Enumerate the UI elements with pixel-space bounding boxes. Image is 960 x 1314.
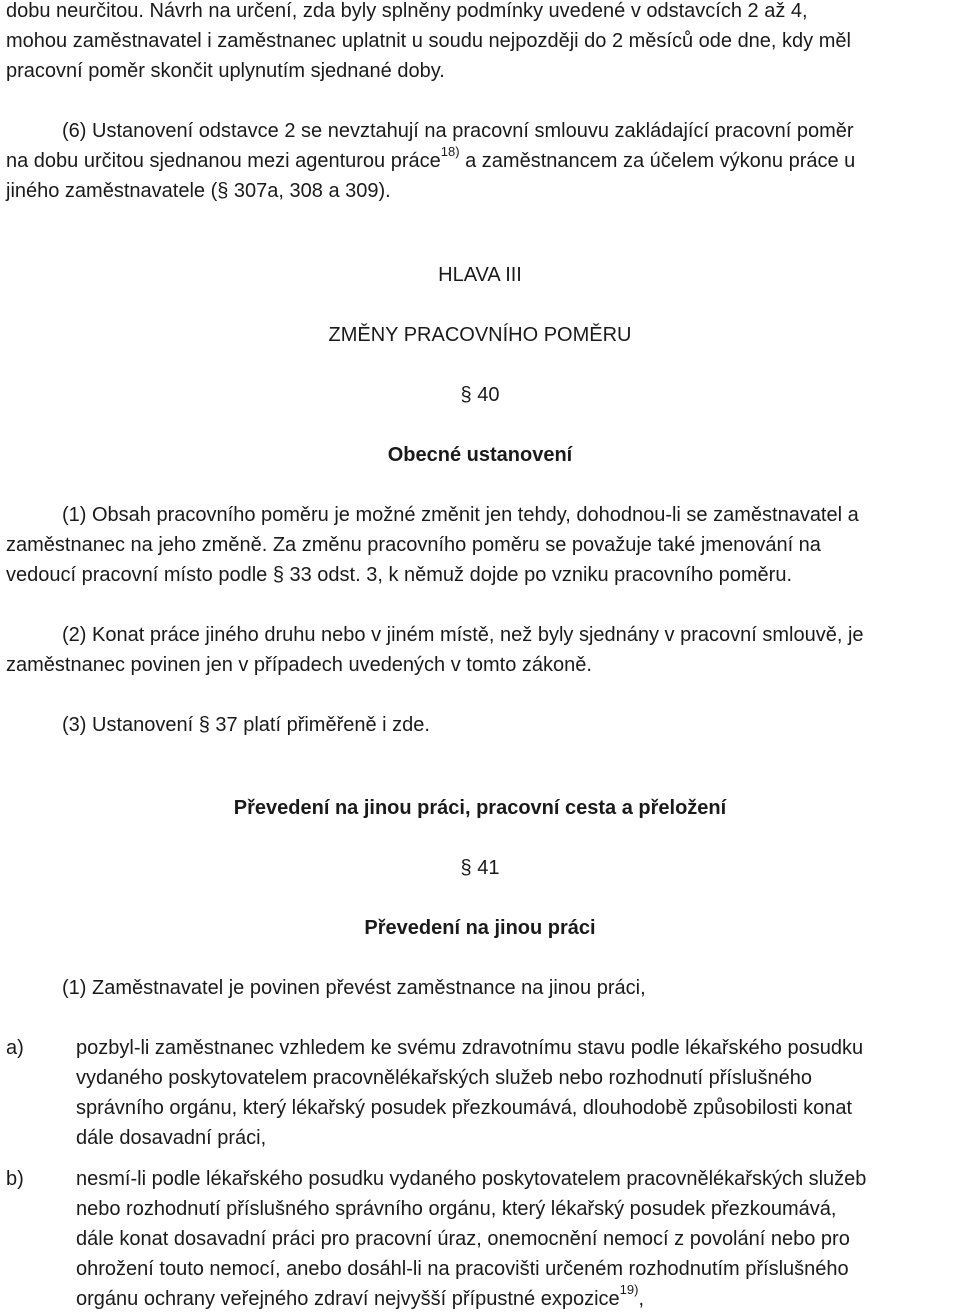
list-item-line: správního orgánu, který lékařský posudek přezkoumává, dlouhodobě způsobilosti konat (76, 1097, 853, 1119)
list-item-line (76, 1284, 644, 1314)
paragraph-6-line: (6) Ustanovení odstavce 2 se nevztahují na pracovní smlouvu zakládající pracovní poměr (62, 120, 854, 142)
list-item-line: pozbyl-li zaměstnanec vzhledem ke svému zdravotnímu stavu podle lékařského posudku (76, 1037, 864, 1059)
list-item-line: vydaného poskytovatelem pracovnělékařských služeb nebo rozhodnutí příslušného (76, 1067, 812, 1089)
paragraph-line: (2) Konat práce jiného druhu nebo v jiném místě, než byly sjednány v pracovní smlouvě, je (62, 624, 864, 646)
paragraph-line: (1) Obsah pracovního poměru je možné změnit jen tehdy, dohodnou-li se zaměstnavatel a (62, 504, 859, 526)
paragraph-line: zaměstnanec povinen jen v případech uvedených v tomto zákoně. (6, 654, 592, 676)
section-title: Obecné ustanovení (387, 444, 573, 466)
paragraph-line: vedoucí pracovní místo podle § 33 odst. 3, k němuž dojde po vzniku pracovního poměru. (6, 564, 793, 586)
text-line: pracovní poměr skončit uplynutím sjednané doby. (6, 60, 445, 82)
list-item-line: dále konat dosavadní práci pro pracovní úraz, onemocnění nemocí z povolání nebo pro (76, 1228, 850, 1250)
list-item-line: nesmí-li podle lékařského posudku vydaného poskytovatelem pracovnělékařských služeb (76, 1168, 867, 1190)
list-item-text: orgánu ochrany veřejného zdraví nejvyšší přípustné expozice (76, 1288, 620, 1310)
list-marker-a: a) (6, 1037, 24, 1059)
text-line: mohou zaměstnavatel i zaměstnanec uplatnit u soudu nejpozději do 2 měsíců ode dne, kdy měl (6, 30, 851, 52)
paragraph-6-line: jiného zaměstnavatele (§ 307a, 308 a 309). (6, 180, 391, 202)
chapter-heading: HLAVA III (438, 264, 522, 286)
paragraph-6-text: na dobu určitou sjednanou mezi agenturou práce (6, 150, 441, 172)
list-item-line: nebo rozhodnutí příslušného správního orgánu, který lékařský posudek přezkoumává, (76, 1198, 837, 1220)
footnote-ref-18: 18) (440, 144, 460, 160)
paragraph-line: zaměstnanec na jeho změně. Za změnu pracovního poměru se považuje také jmenování na (6, 534, 821, 556)
part-title: Převedení na jinou práci, pracovní cesta a přeložení (233, 797, 727, 819)
section-number: § 40 (460, 384, 500, 406)
text-line: dobu neurčitou. Návrh na určení, zda byly splněny podmínky uvedené v odstavcích 2 až 4, (6, 0, 808, 22)
list-marker-b: b) (6, 1168, 24, 1190)
paragraph-6-text: a zaměstnancem za účelem výkonu práce u (459, 150, 856, 172)
chapter-title: ZMĚNY PRACOVNÍHO POMĚRU (328, 324, 632, 346)
list-item-line: ohrožení touto nemocí, anebo dosáhl-li na pracovišti určeném rozhodnutím příslušného (76, 1258, 849, 1280)
paragraph-line: (3) Ustanovení § 37 platí přiměřeně i zde. (62, 714, 430, 736)
section-title: Převedení na jinou práci (364, 917, 596, 939)
footnote-ref-19: 19) (619, 1282, 639, 1298)
section-number: § 41 (460, 857, 500, 879)
paragraph-6-line (6, 146, 855, 176)
paragraph-line: (1) Zaměstnavatel je povinen převést zaměstnance na jinou práci, (62, 977, 646, 999)
list-item-line: dále dosavadní práci, (76, 1127, 267, 1149)
list-item-text: , (638, 1288, 645, 1310)
